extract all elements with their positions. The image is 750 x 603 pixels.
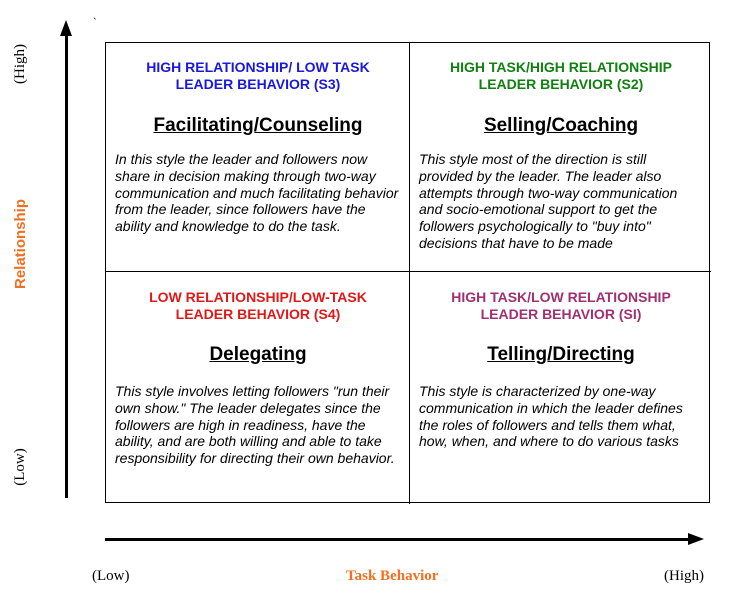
quadrant-description: This style is characterized by one-way communication in which the leader defines the roles of followers and tells them what, how, when, and where to do various tasks	[419, 383, 683, 450]
quadrant-heading	[419, 59, 703, 93]
quadrant-heading-line1: LOW RELATIONSHIP/LOW-TASK	[149, 289, 367, 305]
quadrant-heading	[115, 59, 401, 93]
y-axis-title: Relationship	[12, 199, 29, 290]
y-axis-line	[65, 34, 68, 498]
stray-tick-mark: `	[93, 17, 97, 29]
x-axis-high-label: (High)	[664, 568, 704, 584]
quadrant-title: Telling/Directing	[487, 344, 635, 365]
leadership-quadrant-grid	[105, 42, 710, 503]
quadrant-title: Selling/Coaching	[483, 115, 639, 136]
quadrant-heading	[115, 289, 401, 323]
y-axis-low-label: (Low)	[12, 448, 28, 486]
quadrant-s3	[106, 43, 410, 272]
quadrant-heading-line2: LEADER BEHAVIOR (S4)	[175, 306, 341, 322]
quadrant-title: Facilitating/Counseling	[153, 115, 363, 136]
quadrant-title: Delegating	[209, 344, 307, 365]
quadrant-s2	[410, 43, 711, 272]
quadrant-description: In this style the leader and followers now share in decision making through two-way communication and much facilitating behavior from the leader, since followers have the ability and knowledge to do the task.	[115, 151, 399, 235]
quadrant-description: This style involves letting followers "run their own show." The leader delegates since the followers are high in readiness, have the ability, and are both willing and able to take responsibility for directing their own behavior.	[115, 383, 395, 467]
quadrant-s1	[410, 272, 711, 504]
x-axis-title: Task Behavior	[346, 568, 439, 584]
x-axis-low-label: (Low)	[92, 568, 130, 584]
quadrant-description: This style most of the direction is still provided by the leader. The leader also attempts through two-way communication and socio-emotional support to get the followers psychologically to "buy into" decisions that have to be made	[419, 151, 678, 251]
quadrant-heading-line2: LEADER BEHAVIOR (S2)	[478, 76, 644, 92]
quadrant-heading	[419, 289, 703, 323]
x-axis-arrowhead	[688, 533, 704, 545]
y-axis-high-label: (High)	[12, 44, 28, 84]
quadrant-s4	[106, 272, 410, 504]
quadrant-heading-line2: LEADER BEHAVIOR (S3)	[175, 76, 341, 92]
quadrant-heading-line1: HIGH TASK/LOW RELATIONSHIP	[451, 289, 671, 305]
quadrant-heading-line1: HIGH TASK/HIGH RELATIONSHIP	[450, 59, 672, 75]
x-axis-line	[105, 538, 690, 541]
quadrant-heading-line2: LEADER BEHAVIOR (SI)	[480, 306, 642, 322]
quadrant-heading-line1: HIGH RELATIONSHIP/ LOW TASK	[146, 59, 370, 75]
